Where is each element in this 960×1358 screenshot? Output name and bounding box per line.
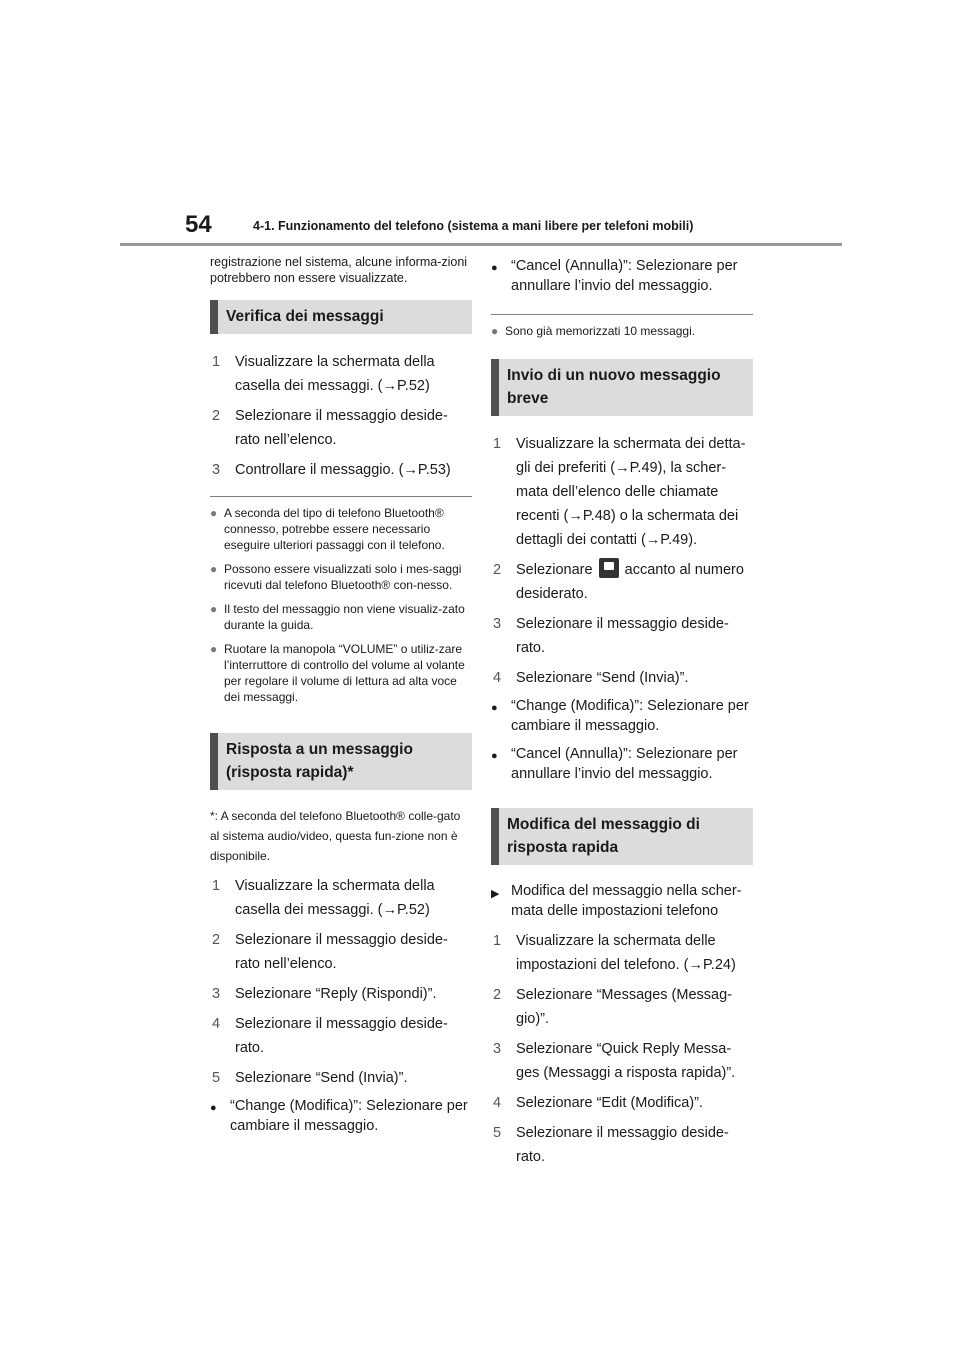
bullet-text: “Cancel (Annulla)”: Selezionare per annullare l’invio del messaggio. bbox=[511, 258, 738, 294]
bullet-dot-icon: ● bbox=[491, 324, 499, 338]
step-text: accanto al numero desiderato. bbox=[516, 562, 744, 602]
step-number: 1 bbox=[212, 878, 221, 894]
step bbox=[491, 929, 753, 977]
note-text: Possono essere visualizzati solo i mes-saggi ricevuti dal telefono Bluetooth® con-nesso. bbox=[224, 562, 462, 592]
step-text: Selezionare il messaggio deside-rato. bbox=[516, 616, 729, 656]
page-number: 54 bbox=[185, 211, 212, 238]
notes-divider bbox=[210, 496, 472, 497]
step bbox=[491, 983, 753, 1031]
step bbox=[210, 874, 472, 922]
step-number: 3 bbox=[212, 986, 221, 1002]
bullet-dot-icon: ● bbox=[210, 506, 218, 520]
step-text: Selezionare il messaggio deside-rato nell’elenco. bbox=[235, 408, 448, 448]
section-title-invio: Invio di un nuovo messaggio breve bbox=[491, 359, 753, 416]
step-text: Visualizzare la schermata della casella dei messaggi. (→P.52) bbox=[235, 354, 435, 394]
step-text: Selezionare “Quick Reply Messa-ges (Messaggi a risposta rapida)”. bbox=[516, 1041, 736, 1081]
note-text: A seconda del tipo di telefono Bluetooth® connesso, potrebbe essere necessario eseguire ulteriori passaggi con il telefono. bbox=[224, 506, 445, 552]
section-title-verifica: Verifica dei messaggi bbox=[210, 300, 472, 334]
note-text: Ruotare la manopola “VOLUME” o utiliz-zare l’interruttore di controllo del volume al volante per regolare il volume di lettura ad alta voce dei messaggi. bbox=[224, 642, 465, 704]
section-title-modifica: Modifica del messaggio di risposta rapida bbox=[491, 808, 753, 865]
step bbox=[210, 982, 472, 1006]
note-item bbox=[210, 601, 472, 633]
step bbox=[491, 432, 753, 552]
bullet-item bbox=[491, 696, 753, 736]
footnote: *: A seconda del telefono Bluetooth® colle-gato al sistema audio/video, questa fun-zione non è disponibile. bbox=[210, 809, 461, 863]
step bbox=[491, 1091, 753, 1115]
step-number: 2 bbox=[493, 562, 502, 578]
step-number: 3 bbox=[212, 462, 221, 478]
right-column bbox=[491, 254, 753, 1175]
bullet-item bbox=[491, 744, 753, 784]
left-column bbox=[210, 254, 472, 1144]
step-text: Selezionare il messaggio deside-rato nell’elenco. bbox=[235, 932, 448, 972]
step bbox=[210, 928, 472, 976]
step-number: 5 bbox=[212, 1070, 221, 1086]
step-text: Visualizzare la schermata dei detta-gli dei preferiti (→P.49), la scher-mata dell’elenco delle chiamate recenti (→P.48) o la schermata dei dettagli dei contatti (→P.49). bbox=[516, 436, 746, 548]
step-number: 2 bbox=[212, 408, 221, 424]
step-text: Selezionare “Reply (Rispondi)”. bbox=[235, 986, 437, 1002]
step bbox=[210, 1066, 472, 1090]
step-number: 1 bbox=[493, 436, 502, 452]
step-text: Selezionare il messaggio deside-rato. bbox=[516, 1125, 729, 1165]
bullet-dot-icon: ● bbox=[491, 702, 498, 714]
step-text: Selezionare “Edit (Modifica)”. bbox=[516, 1095, 703, 1111]
step-number: 1 bbox=[493, 933, 502, 949]
bullet-text: “Change (Modifica)”: Selezionare per cambiare il messaggio. bbox=[511, 698, 749, 734]
bullet-dot-icon: ● bbox=[210, 562, 218, 576]
step bbox=[491, 1037, 753, 1085]
notes-divider bbox=[491, 314, 753, 315]
step bbox=[491, 612, 753, 660]
step-text: Selezionare “Messages (Messag-gio)”. bbox=[516, 987, 732, 1027]
bullet-dot-icon: ● bbox=[491, 262, 498, 274]
step bbox=[491, 666, 753, 690]
step bbox=[491, 1121, 753, 1169]
note-item bbox=[210, 561, 472, 593]
intro-text: registrazione nel sistema, alcune informa-zioni potrebbero non essere visualizzate. bbox=[210, 255, 468, 285]
step-text: Visualizzare la schermata della casella dei messaggi. (→P.52) bbox=[235, 878, 435, 918]
step bbox=[210, 458, 472, 482]
bullet-dot-icon: ● bbox=[210, 1102, 217, 1114]
step-text: Selezionare “Send (Invia)”. bbox=[516, 670, 689, 686]
step-number: 3 bbox=[493, 616, 502, 632]
step bbox=[210, 404, 472, 452]
arrow-item bbox=[491, 881, 753, 921]
arrow-right-icon: ▶ bbox=[491, 888, 500, 900]
step-number: 1 bbox=[212, 354, 221, 370]
bullet-item bbox=[491, 256, 753, 296]
step-text: Controllare il messaggio. (→P.53) bbox=[235, 462, 451, 478]
step-number: 4 bbox=[493, 1095, 502, 1111]
step-text: Selezionare “Send (Invia)”. bbox=[235, 1070, 408, 1086]
step bbox=[210, 1012, 472, 1060]
header-divider bbox=[120, 243, 842, 246]
step-number: 4 bbox=[212, 1016, 221, 1032]
step-number: 3 bbox=[493, 1041, 502, 1057]
note-item bbox=[491, 323, 753, 339]
note-text: Sono già memorizzati 10 messaggi. bbox=[505, 324, 696, 338]
bullet-dot-icon: ● bbox=[491, 750, 498, 762]
step-text: Selezionare bbox=[516, 562, 593, 578]
bullet-text: “Change (Modifica)”: Selezionare per cambiare il messaggio. bbox=[230, 1098, 468, 1134]
bullet-dot-icon: ● bbox=[210, 642, 218, 656]
message-icon bbox=[599, 558, 619, 578]
arrow-text: Modifica del messaggio nella scher-mata delle impostazioni telefono bbox=[511, 883, 742, 919]
note-item bbox=[210, 505, 472, 553]
step-number: 2 bbox=[212, 932, 221, 948]
step-number: 4 bbox=[493, 670, 502, 686]
step-text: Selezionare il messaggio deside-rato. bbox=[235, 1016, 448, 1056]
chapter-title: 4-1. Funzionamento del telefono (sistema a mani libere per telefoni mobili) bbox=[253, 219, 694, 233]
step-number: 5 bbox=[493, 1125, 502, 1141]
section-title-risposta: Risposta a un messaggio (risposta rapida)* bbox=[210, 733, 472, 790]
note-text: Il testo del messaggio non viene visualiz-zato durante la guida. bbox=[224, 602, 465, 632]
step bbox=[491, 558, 753, 606]
step-text: Visualizzare la schermata delle impostazioni del telefono. (→P.24) bbox=[516, 933, 736, 973]
note-item bbox=[210, 641, 472, 705]
bullet-text: “Cancel (Annulla)”: Selezionare per annullare l’invio del messaggio. bbox=[511, 746, 738, 782]
bullet-dot-icon: ● bbox=[210, 602, 218, 616]
step-number: 2 bbox=[493, 987, 502, 1003]
bullet-item bbox=[210, 1096, 472, 1136]
step-text-wrapper bbox=[516, 558, 753, 606]
step bbox=[210, 350, 472, 398]
